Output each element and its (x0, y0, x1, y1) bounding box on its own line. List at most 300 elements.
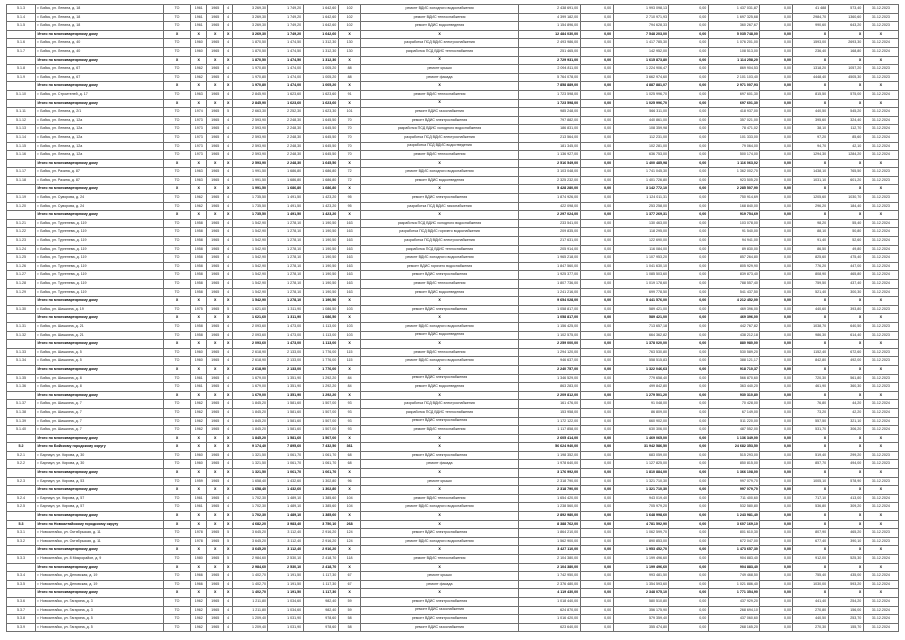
other-funds-cell: 0,00 (760, 623, 793, 632)
residents-cell: 163 (338, 219, 361, 228)
work-type-cell: ремонт фасада (361, 580, 518, 589)
address-cell: г. Бийск, ул. Шишкина, д. 21 (35, 331, 163, 340)
row-number-cell: 5.1.27 (7, 271, 36, 280)
table-row (7, 503, 899, 512)
build-year-cell: 1978 (190, 537, 207, 546)
living-area-cell: 1 581,60 (268, 434, 303, 443)
commission-year-cell: X (207, 512, 224, 521)
floors-cell: 4 (224, 125, 233, 134)
work-type-cell: X (361, 365, 518, 374)
other-funds-cell: 0,00 (760, 254, 793, 263)
volume-1-cell: 270,80 (793, 606, 828, 615)
living-area-cell: 1 623,60 (268, 90, 303, 99)
material-cell: ТО (164, 280, 191, 289)
living-area-cell: 1 473,00 (268, 331, 303, 340)
build-year-cell: 1958 (190, 262, 207, 271)
row-number-cell (7, 512, 36, 521)
subtotal-row (7, 159, 899, 168)
work-type-cell: разработка ПСД ВДИС теплоснабжения (361, 408, 518, 417)
owner-funds-cell: 697 601,30 (708, 90, 760, 99)
material-cell: ТО (164, 400, 191, 409)
local-funds-cell: 0,00 (669, 357, 708, 366)
living-area-cell: 1 351,90 (268, 374, 303, 383)
subtotal-row (7, 469, 899, 478)
material-cell: X (164, 365, 191, 374)
floors-cell: 4 (224, 494, 233, 503)
deadline-cell: 31.12.2023 (863, 168, 898, 177)
owner-funds-cell: 2 285 507,90 (708, 185, 760, 194)
volume-1-cell: 440,60 (793, 305, 828, 314)
volume-1-cell: 1205,60 (793, 194, 828, 203)
floors-cell: X (224, 512, 233, 521)
other-funds-cell: 0,00 (760, 365, 793, 374)
other-funds-cell: 0,00 (760, 606, 793, 615)
federal-funds-cell: 0,00 (580, 185, 613, 194)
volume-2-cell: X (828, 314, 863, 323)
local-funds-cell: 0,00 (669, 417, 708, 426)
material-cell: ТО (164, 623, 191, 632)
work-type-cell: ремонт ВДИС теплоснабжения (361, 555, 518, 564)
residents-cell: X (338, 546, 361, 555)
regional-funds-cell: 713 657,18 (613, 322, 669, 331)
volume-2-cell: 640,50 (828, 322, 863, 331)
federal-funds-cell: 0,00 (580, 297, 613, 306)
local-funds-cell: 0,00 (669, 125, 708, 134)
residential-area-cell: 1 623,60 (303, 90, 338, 99)
subtotal-row (7, 365, 899, 374)
volume-1-cell: 1031,10 (793, 176, 828, 185)
address-cell: г. Новоалтайск, ул. Гагарина, д. 5 (35, 623, 163, 632)
row-number-cell (7, 563, 36, 572)
row-number-cell: 5.1.12 (7, 116, 36, 125)
deadline-cell: 31.12.2023 (863, 451, 898, 460)
owner-funds-cell: 360 267,67 (708, 22, 760, 31)
work-type-cell: разработка ПСД ВДИС электроснабжения (361, 237, 518, 246)
volume-2-cell: X (828, 82, 863, 91)
other-funds-cell: 0,00 (760, 271, 793, 280)
living-area-cell: 1 686,80 (268, 168, 303, 177)
address-cell: г. Бийск, ул. Тургенева, д. 119 (35, 254, 163, 263)
residents-cell: 102 (338, 13, 361, 22)
deadline-cell: 31.12.2024 (863, 580, 898, 589)
table-row (7, 555, 899, 564)
federal-funds-cell: 0,00 (580, 254, 613, 263)
row-number-cell: 5.1.30 (7, 305, 36, 314)
regional-funds-cell: 763 530,80 (613, 348, 669, 357)
address-cell: г. Бийск, ул. Тургенева, д. 119 (35, 280, 163, 289)
commission-year-cell: X (207, 314, 224, 323)
owner-funds-cell: 94 941,00 (708, 237, 760, 246)
residential-area-cell: 1 061,70 (303, 469, 338, 478)
living-area-cell: 1 473,00 (268, 340, 303, 349)
material-cell: X (164, 56, 191, 65)
commission-year-cell: 1965 (207, 348, 224, 357)
commission-year-cell: 1965 (207, 503, 224, 512)
volume-1-cell: X (793, 159, 828, 168)
row-number-cell: 5.2.1 (7, 451, 36, 460)
address-cell: г. Бийск, ул. Разина, д. 87 (35, 176, 163, 185)
total-area-cell: 3 645,20 (233, 529, 268, 538)
address-cell: г. Барнаул, ул. Кирова, д. 30 (35, 451, 163, 460)
residents-cell: X (338, 563, 361, 572)
other-funds-cell: 0,00 (760, 503, 793, 512)
material-cell: ТО (164, 142, 191, 151)
residential-area-cell: 1 061,70 (303, 460, 338, 469)
floors-cell: X (224, 99, 233, 108)
living-area-cell: 2 530,10 (268, 555, 303, 564)
regional-funds-cell: 2 348 075,10 (613, 589, 669, 598)
residential-area-cell: 1 086,50 (303, 314, 338, 323)
table-row (7, 606, 899, 615)
regional-funds-cell: 566 311,00 (613, 108, 669, 117)
regional-funds-cell: 1 417 785,30 (613, 39, 669, 48)
residential-area-cell: 1 385,60 (303, 512, 338, 521)
table-row (7, 615, 899, 624)
federal-funds-cell: 0,00 (580, 73, 613, 82)
owner-funds-cell: 1 116 063,02 (708, 159, 760, 168)
work-type-cell: X (361, 434, 518, 443)
owner-funds-cell: 2 971 007,93 (708, 82, 760, 91)
other-funds-cell: 0,00 (760, 159, 793, 168)
build-year-cell: X (190, 30, 207, 39)
federal-funds-cell: 0,00 (580, 13, 613, 22)
volume-2-cell: 435,00 (828, 572, 863, 581)
residential-area-cell: 1 642,60 (303, 13, 338, 22)
volume-1-cell: 1438,10 (793, 168, 828, 177)
commission-year-cell: 1965 (207, 460, 224, 469)
other-funds-cell: 0,00 (760, 82, 793, 91)
volume-1-cell: 461,90 (793, 383, 828, 392)
build-year-cell: 1962 (190, 606, 207, 615)
volume-2-cell: 437,40 (828, 280, 863, 289)
owner-funds-cell: 79 064,00 (708, 142, 760, 151)
work-type-cell: ремонт ВДИС теплоснабжения (361, 348, 518, 357)
volume-1-cell: 94,70 (793, 142, 828, 151)
deadline-cell: 31.12.2024 (863, 116, 898, 125)
work-type-cell: X (361, 314, 518, 323)
residents-cell: X (338, 589, 361, 598)
commission-year-cell: 1965 (207, 494, 224, 503)
row-number-cell: 5.3.7 (7, 606, 36, 615)
work-type-cell: ремонт крыши (361, 477, 518, 486)
volume-2-cell: X (828, 443, 863, 452)
federal-funds-cell: 0,00 (580, 82, 613, 91)
federal-funds-cell: 0,00 (580, 426, 613, 435)
total-area-cell: 2 093,60 (233, 340, 268, 349)
volume-2-cell: 447,00 (828, 262, 863, 271)
commission-year-cell: X (207, 99, 224, 108)
regional-funds-cell: 253 258,00 (613, 202, 669, 211)
local-funds-cell: 0,00 (669, 280, 708, 289)
build-year-cell: 1973 (190, 125, 207, 134)
row-number-cell: 5.2.4 (7, 494, 36, 503)
residents-cell: X (338, 82, 361, 91)
row-number-cell: 5.3.2 (7, 537, 36, 546)
floors-cell: X (224, 30, 233, 39)
deadline-cell: 31.12.2023 (863, 65, 898, 74)
living-area-cell: 1 686,80 (268, 185, 303, 194)
local-funds-cell: 0,00 (669, 348, 708, 357)
row-number-cell: 5.1.28 (7, 280, 36, 289)
owner-funds-cell: 997 079,70 (708, 477, 760, 486)
row-number-cell: 5.1.24 (7, 245, 36, 254)
residential-area-cell: 1 190,50 (303, 219, 338, 228)
regional-funds-cell: 142 952,00 (613, 47, 669, 56)
build-year-cell: 1958 (190, 219, 207, 228)
local-funds-cell: 0,00 (669, 546, 708, 555)
total-area-cell: 1 542,90 (233, 271, 268, 280)
commission-year-cell: 1965 (207, 202, 224, 211)
volume-1-cell: 755,40 (793, 572, 828, 581)
address-cell: г. Новоалтайск, ул. 8 Микрорайон, д. 9 (35, 555, 163, 564)
federal-funds-cell: 0,00 (580, 580, 613, 589)
total-cost-cell: 2 605 414,00 (518, 434, 580, 443)
local-funds-cell: 0,00 (669, 434, 708, 443)
total-area-cell: 1 845,20 (233, 434, 268, 443)
other-funds-cell: 0,00 (760, 451, 793, 460)
table-row (7, 237, 899, 246)
total-area-cell: 3 645,20 (233, 537, 268, 546)
volume-2-cell: 390,10 (828, 537, 863, 546)
residential-area-cell: 1 776,00 (303, 357, 338, 366)
work-type-cell: ремонт ВДИС теплоснабжения (361, 13, 518, 22)
material-cell: ТО (164, 451, 191, 460)
volume-2-cell: X (828, 512, 863, 521)
floors-cell: X (224, 546, 233, 555)
table-row (7, 168, 899, 177)
material-cell: X (164, 314, 191, 323)
floors-cell: 4 (224, 606, 233, 615)
regional-funds-cell: 4 887 881,07 (613, 82, 669, 91)
work-type-cell: ремонт ВДИС газоснабжения (361, 606, 518, 615)
total-cost-cell: 186 831,00 (518, 125, 580, 134)
residential-area-cell: 1 645,50 (303, 142, 338, 151)
volume-1-cell: 440,50 (793, 615, 828, 624)
residents-cell: 58 (338, 623, 361, 632)
row-number-cell: 5.1.31 (7, 322, 36, 331)
row-number-cell: 5.1.8 (7, 65, 36, 74)
regional-funds-cell: 130 463,00 (613, 219, 669, 228)
address-cell: Итого по многоквартирному дому (35, 546, 163, 555)
build-year-cell: X (190, 99, 207, 108)
living-area-cell: 2 248,30 (268, 151, 303, 160)
material-cell: ТО (164, 245, 191, 254)
subtotal-row (7, 546, 899, 555)
build-year-cell: 1973 (190, 142, 207, 151)
work-type-cell: X (361, 340, 518, 349)
other-funds-cell: 0,00 (760, 245, 793, 254)
total-area-cell: 1 209,40 (233, 623, 268, 632)
local-funds-cell: 0,00 (669, 494, 708, 503)
residential-area-cell: 2 418,70 (303, 563, 338, 572)
total-cost-cell: 2 892 980,00 (518, 512, 580, 521)
floors-cell: 4 (224, 22, 233, 31)
owner-funds-cell: 4 212 452,00 (708, 297, 760, 306)
residential-area-cell: 978,60 (303, 615, 338, 624)
volume-1-cell: X (793, 589, 828, 598)
living-area-cell: 1 581,60 (268, 408, 303, 417)
owner-funds-cell: 711 400,60 (708, 494, 760, 503)
federal-funds-cell: 0,00 (580, 314, 613, 323)
volume-1-cell: 270,30 (793, 623, 828, 632)
living-area-cell: 1 489,10 (268, 494, 303, 503)
owner-funds-cell: 70 428,00 (708, 400, 760, 409)
total-cost-cell: 1 874 926,00 (518, 194, 580, 203)
federal-funds-cell: 0,00 (580, 520, 613, 529)
floors-cell: 4 (224, 47, 233, 56)
living-area-cell: 1 191,50 (268, 589, 303, 598)
work-type-cell: ремонт ВДИС электроснабжения (361, 417, 518, 426)
commission-year-cell: 1965 (207, 39, 224, 48)
total-area-cell: 1 658,40 (233, 477, 268, 486)
build-year-cell: 1966 (190, 572, 207, 581)
row-number-cell: 5.1.17 (7, 168, 36, 177)
living-area-cell: 3 983,40 (268, 520, 303, 529)
work-type-cell: разработка ПСД ВДИС электроснабжения (361, 133, 518, 142)
address-cell: г. Бийск, ул. Строителей, д. 17 (35, 90, 163, 99)
total-area-cell: 1 679,00 (233, 374, 268, 383)
total-cost-cell: 2 240 757,00 (518, 365, 580, 374)
volume-2-cell: 155,70 (828, 623, 863, 632)
local-funds-cell: 0,00 (669, 305, 708, 314)
federal-funds-cell: 0,00 (580, 280, 613, 289)
build-year-cell: X (190, 443, 207, 452)
address-cell: г. Бийск, ул. Ленина, д. 12а (35, 125, 163, 134)
other-funds-cell: 0,00 (760, 176, 793, 185)
build-year-cell: 1980 (190, 555, 207, 564)
other-funds-cell: 0,00 (760, 434, 793, 443)
regional-funds-cell: 1 224 906,47 (613, 65, 669, 74)
volume-1-cell: X (793, 546, 828, 555)
address-cell: г. Бийск, ул. Ленина, д. 2/1 (35, 108, 163, 117)
table-row (7, 176, 899, 185)
total-cost-cell: 1 847 560,00 (518, 262, 580, 271)
volume-2-cell: 112,70 (828, 125, 863, 134)
work-type-cell: разработка ПСД ВДИС газоснабжения (361, 202, 518, 211)
residents-cell: 163 (338, 280, 361, 289)
deadline-cell: 31.12.2023 (863, 13, 898, 22)
federal-funds-cell: 0,00 (580, 606, 613, 615)
row-number-cell (7, 486, 36, 495)
volume-1-cell: 236,40 (793, 47, 828, 56)
other-funds-cell: 0,00 (760, 469, 793, 478)
residential-area-cell: 1 642,60 (303, 30, 338, 39)
table-row (7, 623, 899, 632)
address-cell: г. Бийск, ул. Шишкина, д. 7 (35, 417, 163, 426)
volume-1-cell: X (793, 486, 828, 495)
other-funds-cell: 0,00 (760, 22, 793, 31)
residents-cell: 163 (338, 228, 361, 237)
volume-2-cell: X (828, 589, 863, 598)
total-cost-cell: 7 858 889,00 (518, 82, 580, 91)
material-cell: ТО (164, 65, 191, 74)
deadline-cell: X (863, 469, 898, 478)
volume-1-cell: 759,50 (793, 280, 828, 289)
regional-funds-cell: 499 842,80 (613, 383, 669, 392)
federal-funds-cell: 0,00 (580, 245, 613, 254)
floors-cell: X (224, 314, 233, 323)
owner-funds-cell: 566 870,60 (708, 374, 760, 383)
row-number-cell: 5.1.15 (7, 142, 36, 151)
table-row (7, 400, 899, 409)
total-area-cell: 1 542,90 (233, 262, 268, 271)
floors-cell: 4 (224, 13, 233, 22)
floors-cell: 4 (224, 400, 233, 409)
build-year-cell: 1962 (190, 408, 207, 417)
federal-funds-cell: 0,00 (580, 211, 613, 220)
other-funds-cell: 0,00 (760, 477, 793, 486)
regional-funds-cell: 1 279 501,20 (613, 391, 669, 400)
total-cost-cell: 1 654 420,00 (518, 494, 580, 503)
build-year-cell: 1962 (190, 615, 207, 624)
material-cell: ТО (164, 262, 191, 271)
commission-year-cell: 1965 (207, 288, 224, 297)
federal-funds-cell: 0,00 (580, 408, 613, 417)
total-area-cell: 1 542,90 (233, 288, 268, 297)
local-funds-cell: 0,00 (669, 73, 708, 82)
build-year-cell: X (190, 211, 207, 220)
floors-cell: 4 (224, 580, 233, 589)
floors-cell: 4 (224, 426, 233, 435)
other-funds-cell: 0,00 (760, 202, 793, 211)
volume-2-cell: 309,20 (828, 503, 863, 512)
total-area-cell: 1 402,70 (233, 580, 268, 589)
total-cost-cell: 2 318 790,00 (518, 486, 580, 495)
volume-1-cell: 677,40 (793, 537, 828, 546)
build-year-cell: X (190, 486, 207, 495)
federal-funds-cell: 0,00 (580, 99, 613, 108)
local-funds-cell: 0,00 (669, 219, 708, 228)
total-cost-cell: 213 564,00 (518, 133, 580, 142)
other-funds-cell: 0,00 (760, 99, 793, 108)
volume-2-cell: 413,00 (828, 494, 863, 503)
regional-funds-cell: 1 322 046,63 (613, 365, 669, 374)
table-row (7, 494, 899, 503)
federal-funds-cell: 0,00 (580, 22, 613, 31)
address-cell: г. Бийск, ул. Шишкина, д. 8 (35, 374, 163, 383)
total-area-cell: 2 093,60 (233, 331, 268, 340)
row-number-cell: 5.3.8 (7, 615, 36, 624)
total-area-cell: 2 984,60 (233, 555, 268, 564)
row-number-cell: 5.1.26 (7, 262, 36, 271)
row-number-cell (7, 297, 36, 306)
total-area-cell: 2 593,90 (233, 142, 268, 151)
commission-year-cell: 1965 (207, 133, 224, 142)
regional-funds-cell: 705 979,20 (613, 503, 669, 512)
row-number-cell: 5.3.4 (7, 572, 36, 581)
living-area-cell: 1 278,10 (268, 297, 303, 306)
material-cell: ТО (164, 39, 191, 48)
material-cell: ТО (164, 176, 191, 185)
total-area-cell: 1 658,40 (233, 486, 268, 495)
volume-2-cell: 2693,30 (828, 39, 863, 48)
federal-funds-cell: 0,00 (580, 125, 613, 134)
living-area-cell: 1 278,10 (268, 228, 303, 237)
table-row (7, 219, 899, 228)
residents-cell: 70 (338, 151, 361, 160)
deadline-cell: 31.12.2023 (863, 348, 898, 357)
deadline-cell: 31.12.2023 (863, 5, 898, 14)
material-cell: ТО (164, 331, 191, 340)
residents-cell: X (338, 434, 361, 443)
material-cell: X (164, 512, 191, 521)
row-number-cell (7, 211, 36, 220)
table-row (7, 22, 899, 31)
owner-funds-cell: 487 552,00 (708, 426, 760, 435)
federal-funds-cell: 0,00 (580, 194, 613, 203)
address-cell: Итого по многоквартирному дому (35, 486, 163, 495)
local-funds-cell: 0,00 (669, 623, 708, 632)
